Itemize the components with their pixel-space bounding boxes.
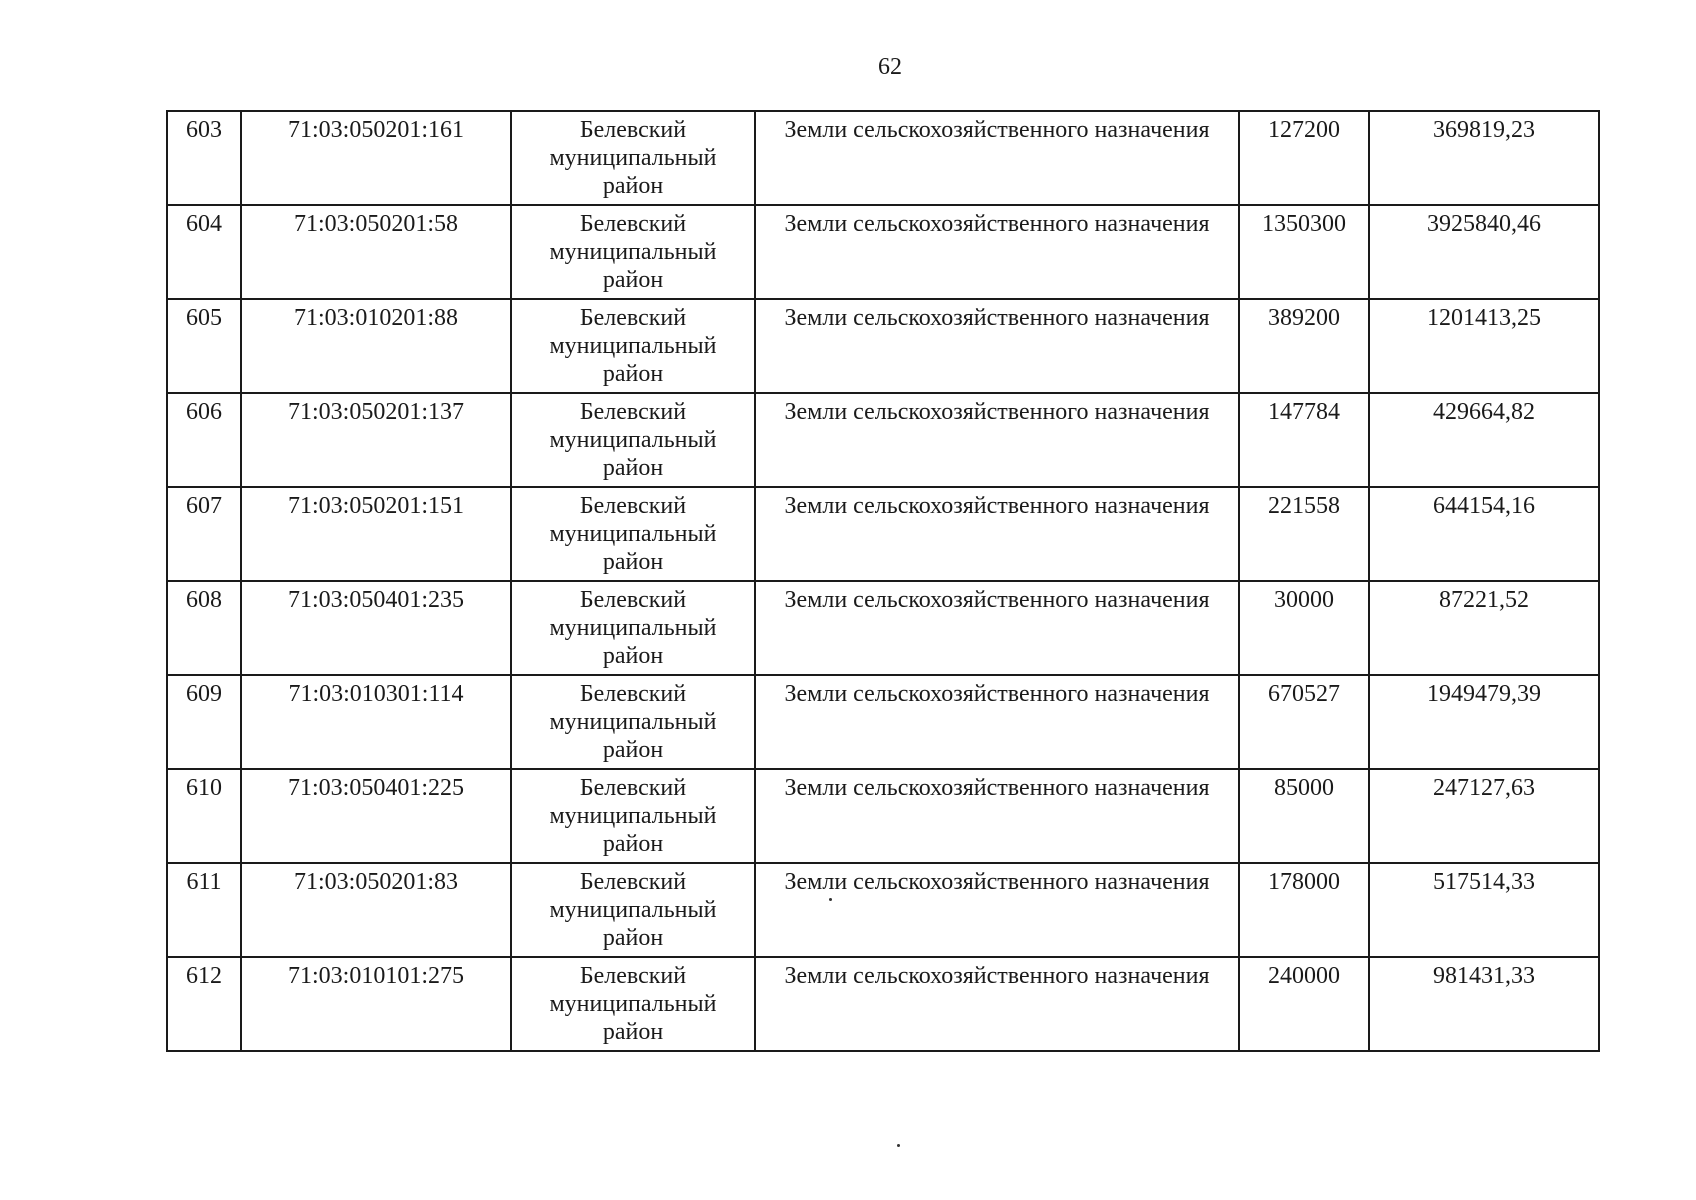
table-row: [167, 863, 1599, 957]
cadastral-number: 71:03:010301:114: [241, 675, 511, 769]
plot-area: 127200: [1239, 111, 1369, 205]
plot-area: 85000: [1239, 769, 1369, 863]
table-row: [167, 581, 1599, 675]
cadastral-value: 644154,16: [1369, 487, 1599, 581]
municipality: Белевский муниципальный район: [511, 581, 755, 675]
scan-speck: [897, 1144, 900, 1147]
cadastral-number: 71:03:050201:137: [241, 393, 511, 487]
table-body: [167, 111, 1599, 1051]
plot-area: 147784: [1239, 393, 1369, 487]
row-number: 603: [167, 111, 241, 205]
plot-area: 178000: [1239, 863, 1369, 957]
table-row: [167, 111, 1599, 205]
table-row: [167, 393, 1599, 487]
table-row: [167, 957, 1599, 1051]
row-number: 612: [167, 957, 241, 1051]
land-category: Земли сельскохозяйственного назначения: [755, 205, 1239, 299]
row-number: 609: [167, 675, 241, 769]
land-category: Земли сельскохозяйственного назначения: [755, 675, 1239, 769]
cadastral-value: 369819,23: [1369, 111, 1599, 205]
scan-speck: [829, 898, 832, 901]
plot-area: 389200: [1239, 299, 1369, 393]
municipality: Белевский муниципальный район: [511, 769, 755, 863]
land-category: Земли сельскохозяйственного назначения: [755, 299, 1239, 393]
land-category: Земли сельскохозяйственного назначения: [755, 957, 1239, 1051]
cadastral-number: 71:03:010201:88: [241, 299, 511, 393]
cadastral-value: 429664,82: [1369, 393, 1599, 487]
municipality: Белевский муниципальный район: [511, 111, 755, 205]
table-row: [167, 487, 1599, 581]
plot-area: 1350300: [1239, 205, 1369, 299]
land-category: Земли сельскохозяйственного назначения: [755, 581, 1239, 675]
plot-area: 240000: [1239, 957, 1369, 1051]
cadastral-number: 71:03:050201:58: [241, 205, 511, 299]
cadastral-number: 71:03:050401:225: [241, 769, 511, 863]
cadastral-value: 1949479,39: [1369, 675, 1599, 769]
municipality: Белевский муниципальный район: [511, 487, 755, 581]
table-row: [167, 769, 1599, 863]
municipality: Белевский муниципальный район: [511, 863, 755, 957]
land-category: Земли сельскохозяйственного назначения: [755, 769, 1239, 863]
row-number: 604: [167, 205, 241, 299]
cadastral-value: 981431,33: [1369, 957, 1599, 1051]
cadastral-number: 71:03:050401:235: [241, 581, 511, 675]
row-number: 610: [167, 769, 241, 863]
municipality: Белевский муниципальный район: [511, 299, 755, 393]
plot-area: 221558: [1239, 487, 1369, 581]
land-category: Земли сельскохозяйственного назначения: [755, 393, 1239, 487]
municipality: Белевский муниципальный район: [511, 675, 755, 769]
land-category: Земли сельскохозяйственного назначения: [755, 863, 1239, 957]
table-row: [167, 675, 1599, 769]
row-number: 606: [167, 393, 241, 487]
municipality: Белевский муниципальный район: [511, 205, 755, 299]
row-number: 605: [167, 299, 241, 393]
plot-area: 30000: [1239, 581, 1369, 675]
row-number: 608: [167, 581, 241, 675]
land-category: Земли сельскохозяйственного назначения: [755, 111, 1239, 205]
plot-area: 670527: [1239, 675, 1369, 769]
land-plots-table: [166, 110, 1600, 1052]
cadastral-value: 87221,52: [1369, 581, 1599, 675]
page-number: 62: [878, 54, 902, 80]
row-number: 611: [167, 863, 241, 957]
cadastral-value: 1201413,25: [1369, 299, 1599, 393]
row-number: 607: [167, 487, 241, 581]
cadastral-value: 517514,33: [1369, 863, 1599, 957]
cadastral-value: 247127,63: [1369, 769, 1599, 863]
table-row: [167, 299, 1599, 393]
table-row: [167, 205, 1599, 299]
cadastral-number: 71:03:010101:275: [241, 957, 511, 1051]
cadastral-number: 71:03:050201:161: [241, 111, 511, 205]
cadastral-number: 71:03:050201:151: [241, 487, 511, 581]
municipality: Белевский муниципальный район: [511, 393, 755, 487]
cadastral-value: 3925840,46: [1369, 205, 1599, 299]
land-category: Земли сельскохозяйственного назначения: [755, 487, 1239, 581]
municipality: Белевский муниципальный район: [511, 957, 755, 1051]
cadastral-number: 71:03:050201:83: [241, 863, 511, 957]
